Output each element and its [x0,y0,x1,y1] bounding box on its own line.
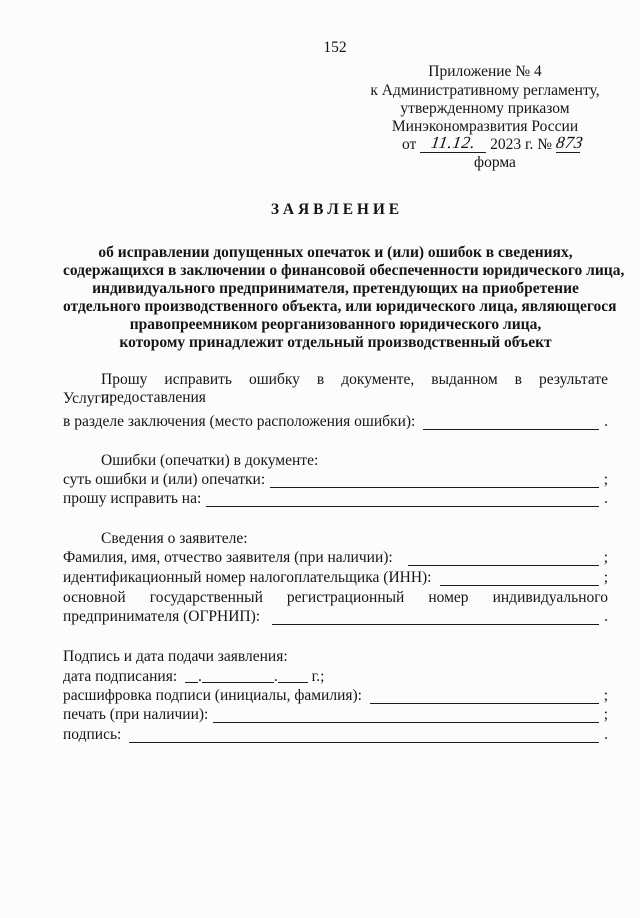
seal-row [63,706,608,724]
ogrnip-end: . [604,608,608,625]
subtitle-line-3: индивидуального предпринимателя, претендующих на приобретение [92,280,579,297]
correction-end: . [604,490,608,507]
appendix-date-line [372,133,610,154]
signature-field [129,727,599,743]
ogrnip-label: предпринимателя (ОГРНИП): [63,608,261,625]
applicant-name-field [408,550,599,566]
appendix-ministry-line: Минэкономразвития России [391,118,579,135]
applicant-heading: Сведения о заявителе: [101,530,248,547]
errors-heading: Ошибки (опечатки) в документе: [101,452,319,469]
order-number-field [554,133,585,153]
correction-field [206,491,599,507]
subtitle-line-5: правопреемником реорганизованного юридического лица, [129,316,542,333]
signing-date-dot-1: . [198,668,202,685]
error-essence-row [63,471,608,489]
request-intro: Прошу исправить ошибку в документе, выданном в результате предоставления [101,371,608,406]
ogrnip-row [63,608,608,626]
signing-month-field [202,670,274,683]
subtitle-line-2: содержащихся в заключении о финансовой обеспеченности юридического лица, [63,262,625,279]
signing-date-suffix: г.; [311,668,325,685]
subtitle-line-4: отдельного производственного объекта, или юридического лица, являющегося [63,298,617,315]
appendix-reference-line: к Административному регламенту, [370,82,600,99]
order-year-text: 2023 г. № [490,136,553,153]
applicant-name-end: ; [603,549,608,566]
signature-decoding-field [370,688,599,704]
error-essence-label: суть ошибки и (или) опечатки: [63,471,266,488]
error-essence-end: ; [603,471,608,488]
seal-field [213,707,598,723]
applicant-name-label: Фамилия, имя, отчество заявителя (при наличии): [63,549,393,566]
subtitle-line-6: которому принадлежит отдельный производственный объект [119,334,552,351]
signature-heading: Подпись и дата подачи заявления: [63,648,288,665]
signature-end: . [604,726,608,743]
ogrnip-field [272,609,599,625]
error-location-end: . [604,413,608,430]
service-label: Услуги: [63,390,114,407]
correction-row [63,490,608,508]
signature-label: подпись: [63,726,122,743]
correction-label: прошу исправить на: [63,490,202,507]
subtitle-line-1: об исправлении допущенных опечаток и (или) ошибок в сведениях, [98,244,573,261]
seal-label: печать (при наличии): [63,706,209,723]
signature-decoding-row [63,687,608,705]
seal-end: ; [603,706,608,723]
signing-date-row [63,668,324,686]
appendix-approved-line: утвержденному приказом [400,100,570,117]
applicant-name-row [63,549,608,567]
error-location-label: в разделе заключения (место расположения ошибки): [63,413,416,430]
ogrnip-line-1: основной государственный регистрационный номер индивидуального [63,589,608,606]
inn-field [440,570,599,586]
date-prefix: от [402,136,417,153]
inn-label: идентификационный номер налогоплательщика (ИНН): [63,569,432,586]
page-number: 152 [323,39,347,56]
handwritten-order-date: 11.12. [429,133,477,152]
signing-year-field [278,670,308,683]
signature-row [63,726,608,744]
inn-row [63,569,608,587]
signing-date-label: дата подписания: [63,668,178,685]
appendix-number: Приложение № 4 [428,63,542,80]
error-location-field [423,414,599,430]
handwritten-order-number: 873 [554,133,585,152]
signing-day-field [185,670,198,683]
document-title: З А Я В Л Е Н И Е [270,201,400,218]
error-location-row [63,413,608,431]
error-essence-field [270,472,599,488]
order-date-field [420,133,486,153]
form-label: форма [474,154,516,171]
signature-decoding-end: ; [603,687,608,704]
signature-decoding-label: расшифровка подписи (инициалы, фамилия): [63,687,362,704]
signing-date-dot-2: . [273,668,278,685]
inn-end: ; [603,569,608,586]
